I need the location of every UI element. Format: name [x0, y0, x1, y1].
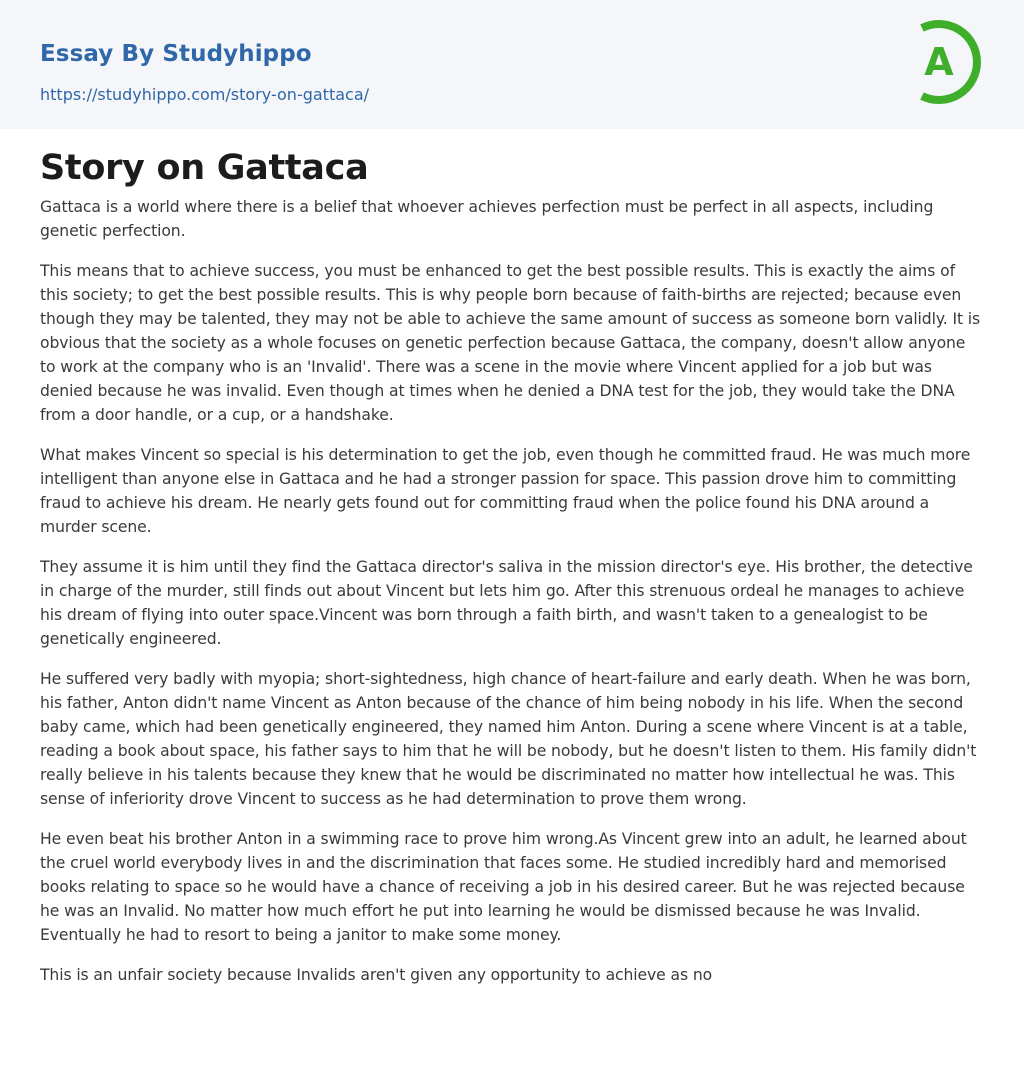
- paragraph: This is an unfair society because Invalids aren't given any opportunity to achieve as no: [40, 966, 713, 984]
- page-title: Story on Gattaca: [40, 148, 369, 188]
- article-body: [0, 129, 1024, 987]
- paragraph: They assume it is him until they find the Gattaca director's saliva in the mission director's eye. His brother, the detective in charge of the murder, still finds out about Vincent but lets him go. After this strenuous ordeal he manages to achieve his dream of flying into outer space.Vincent was born through a faith birth, and wasn't taken to a genealogist to be genetically engineered.: [40, 558, 973, 648]
- paragraph: He even beat his brother Anton in a swimming race to prove him wrong.As Vincent grew into an adult, he learned about the cruel world everybody lives in and the discrimination that faces some. He studied incredibly hard and memorised books relating to space so he would have a chance of receiving a job in his desired career. But he was rejected because he was an Invalid. No matter how much effort he put into learning he would be dismissed because he was Invalid. Eventually he had to resort to being a janitor to make some money.: [40, 830, 967, 944]
- paragraph: Gattaca is a world where there is a belief that whoever achieves perfection must be perfect in all aspects, including genetic perfection.: [40, 198, 934, 240]
- brand-title: Essay By Studyhippo: [40, 41, 312, 67]
- paragraph: This means that to achieve success, you must be enhanced to get the best possible results. This is exactly the aims of this society; to get the best possible results. This is why people born because of faith-births are rejected; because even though they may be talented, they may not be able to achieve the same amount of success as someone born validly. It is obvious that the society as a whole focuses on genetic perfection because Gattaca, the company, doesn't allow anyone to work at the company who is an 'Invalid'. There was a scene in the movie where Vincent applied for a job but was denied because he was invalid. Even though at times when he denied a DNA test for the job, they would take the DNA from a door handle, or a cup, or a handshake.: [40, 262, 981, 424]
- paragraph: What makes Vincent so special is his determination to get the job, even though he committed fraud. He was much more intelligent than anyone else in Gattaca and he had a stronger passion for space. This passion drove him to committing fraud to achieve his dream. He nearly gets found out for committing fraud when the police found his DNA around a murder scene.: [40, 446, 971, 536]
- source-url-link[interactable]: https://studyhippo.com/story-on-gattaca/: [40, 85, 370, 104]
- site-header: [0, 0, 1024, 129]
- studyhippo-logo-icon: [910, 18, 988, 106]
- paragraph: He suffered very badly with myopia; short-sightedness, high chance of heart-failure and early death. When he was born, his father, Anton didn't name Vincent as Anton because of the chance of him being nobody in his life. When the second baby came, which had been genetically engineered, they named him Anton. During a scene where Vincent is at a table, reading a book about space, his father says to him that he will be nobody, but he doesn't listen to them. His family didn't really believe in his talents because they knew that he would be discriminated no matter how intellectual he was. This sense of inferiority drove Vincent to success as he had determination to prove them wrong.: [40, 670, 977, 808]
- logo-letter: A: [924, 40, 954, 84]
